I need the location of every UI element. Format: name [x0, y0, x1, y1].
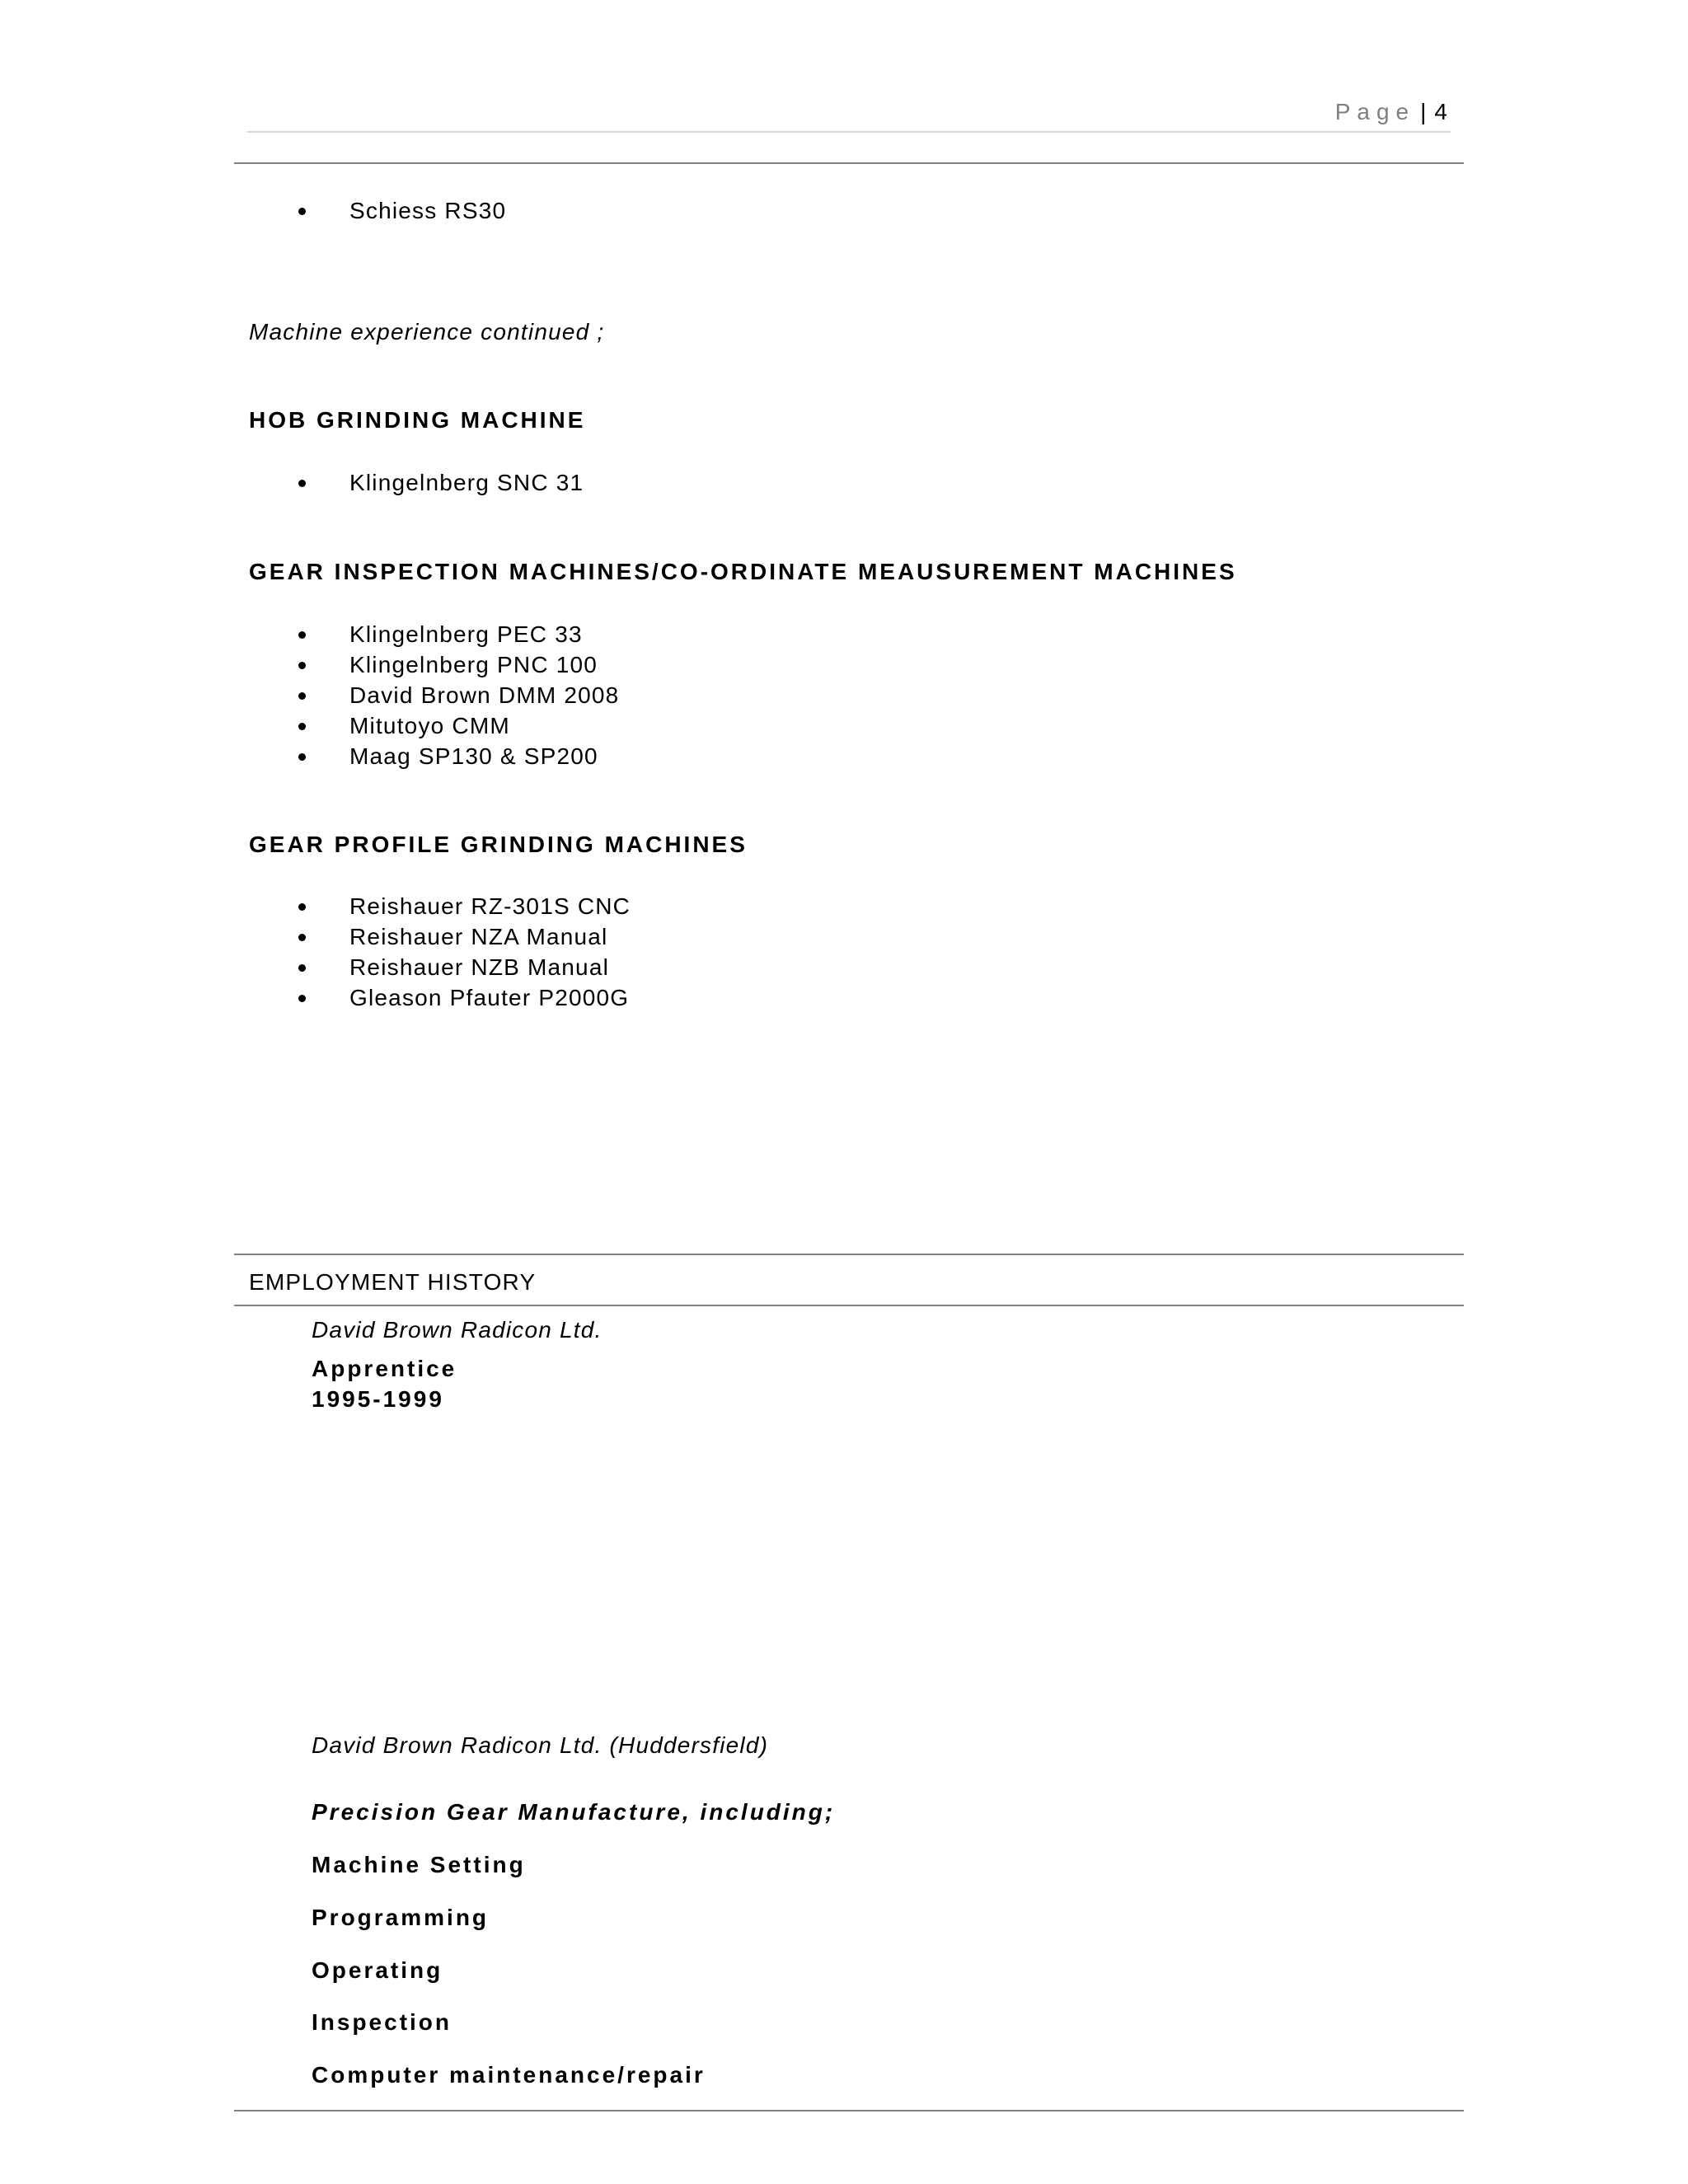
list-item: Mitutoyo CMM: [0, 710, 619, 741]
list-item: David Brown DMM 2008: [0, 680, 619, 710]
header-divider: [247, 131, 1451, 133]
section-title-gear-profile: GEAR PROFILE GRINDING MACHINES: [249, 832, 748, 857]
continued-note: Machine experience continued ;: [249, 319, 605, 344]
continued-machine-list: [0, 195, 506, 226]
list-item: Maag SP130 & SP200: [0, 741, 619, 771]
list-item: Reishauer RZ-301S CNC: [0, 891, 631, 921]
job-company: David Brown Radicon Ltd. (Huddersfield): [312, 1732, 769, 1758]
employment-history-title: EMPLOYMENT HISTORY: [249, 1269, 537, 1295]
employment-bottom-rule: [234, 1305, 1464, 1306]
bullet-icon: [298, 903, 306, 911]
bullet-icon: [298, 631, 306, 639]
list-item: Reishauer NZA Manual: [0, 921, 631, 952]
bullet-icon: [298, 208, 306, 215]
job-duty: Programming: [312, 1905, 490, 1930]
list-item: Reishauer NZB Manual: [0, 952, 631, 982]
hob-grinding-list: [0, 467, 584, 498]
section-title-hob-grinding: HOB GRINDING MACHINE: [249, 407, 586, 433]
job-duty: Operating: [312, 1957, 443, 1983]
job-duty: Machine Setting: [312, 1852, 526, 1877]
job-role: Apprentice: [312, 1356, 457, 1381]
list-item: Klingelnberg PEC 33: [0, 619, 619, 649]
job-dates: 1995-1999: [312, 1386, 444, 1412]
bullet-icon: [298, 662, 306, 669]
job-duty: Inspection: [312, 2009, 452, 2035]
page-label: Page: [1334, 99, 1416, 124]
bullet-icon: [298, 692, 306, 700]
list-item: Schiess RS30: [0, 195, 506, 226]
bullet-icon: [298, 964, 306, 972]
list-item: Gleason Pfauter P2000G: [0, 982, 631, 1013]
bullet-icon: [298, 723, 306, 730]
top-rule: [234, 162, 1464, 164]
bullet-icon: [298, 480, 306, 487]
job-company: David Brown Radicon Ltd.: [312, 1317, 603, 1343]
bullet-icon: [298, 934, 306, 941]
gear-profile-list: [0, 891, 631, 1013]
employment-top-rule: [234, 1254, 1464, 1255]
job-duty: Computer maintenance/repair: [312, 2062, 706, 2088]
page-number: [1335, 99, 1447, 125]
page-separator: |: [1420, 99, 1427, 124]
job-summary: Precision Gear Manufacture, including;: [312, 1799, 836, 1825]
bottom-rule: [234, 2110, 1464, 2111]
section-title-gear-inspection: GEAR INSPECTION MACHINES/CO-ORDINATE MEAUSUREMENT MACHINES: [249, 559, 1237, 584]
bullet-icon: [298, 995, 306, 1002]
page-number-value: 4: [1434, 99, 1447, 124]
list-item: Klingelnberg PNC 100: [0, 649, 619, 680]
bullet-icon: [298, 753, 306, 761]
gear-inspection-list: [0, 619, 619, 771]
list-item: Klingelnberg SNC 31: [0, 467, 584, 498]
